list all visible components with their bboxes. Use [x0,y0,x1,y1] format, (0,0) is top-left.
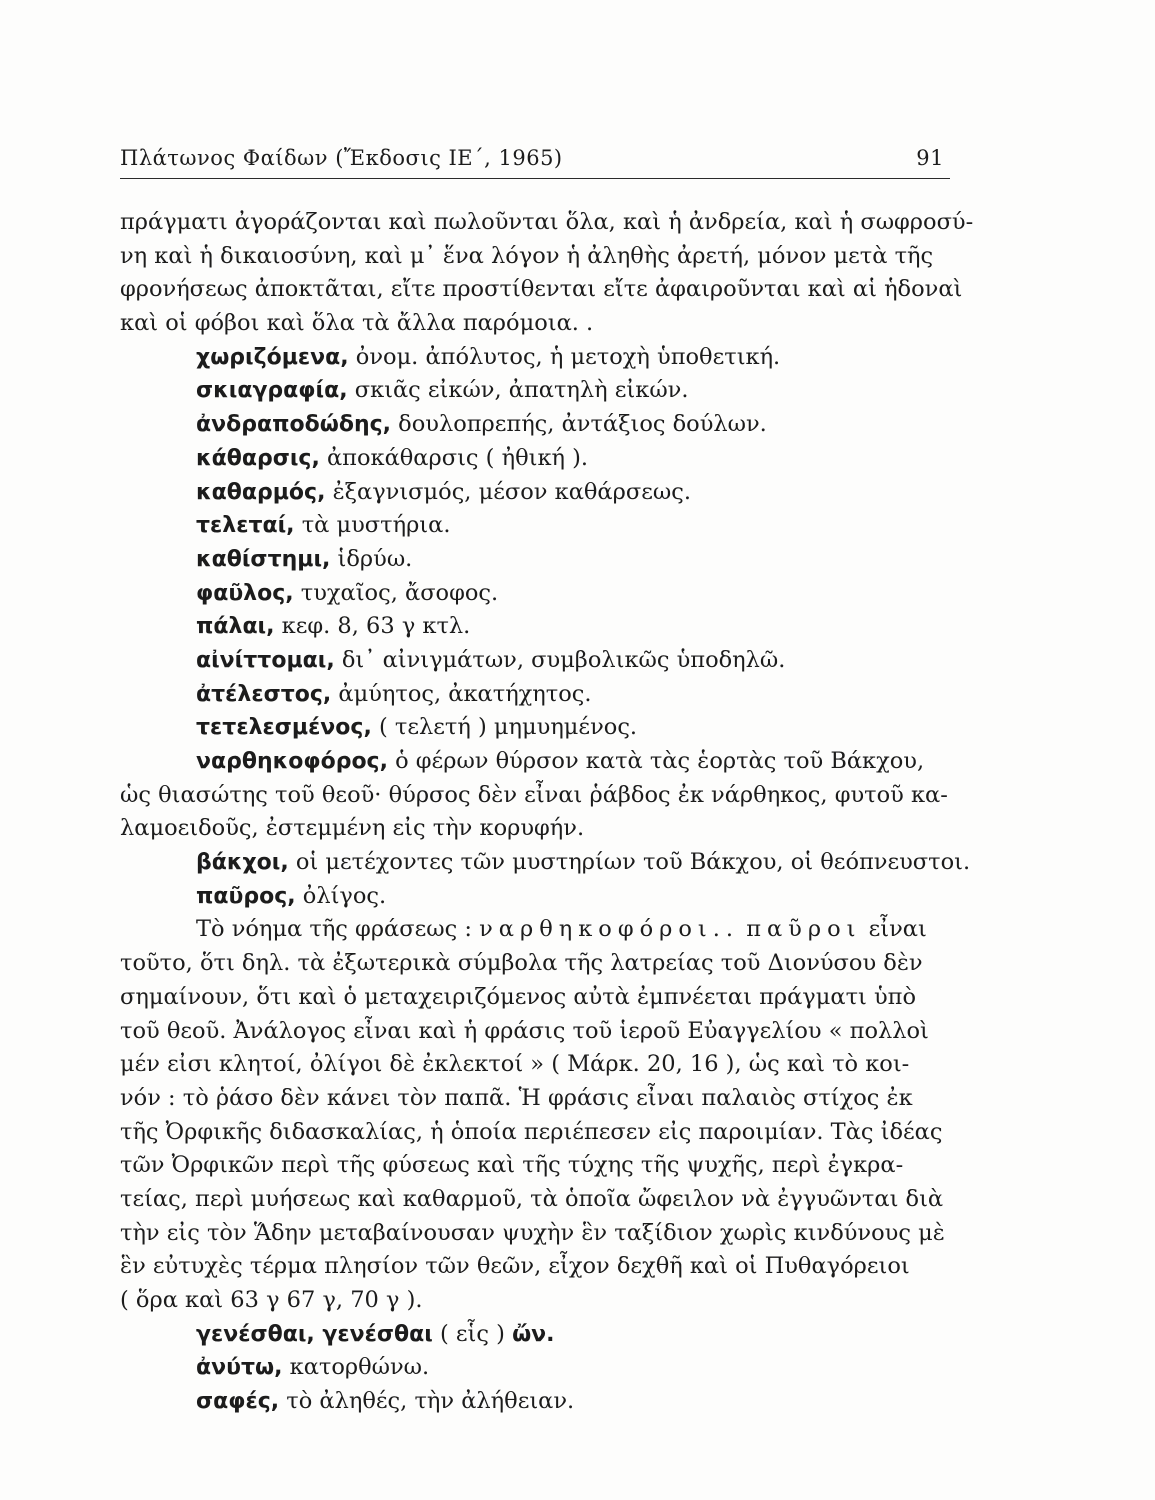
glossary-term: ναρθηκοφόρος, [196,749,388,774]
glossary-entry [120,1318,960,1352]
glossary-definition: ἐξαγνισμός, μέσον καθάρσεως. [325,478,691,505]
glossary-definition: ὀλίγος. [295,882,387,909]
glossary-term: ἀνύτω, [196,1355,283,1381]
glossary-definition: ἱδρύω. [330,545,413,572]
glossary-definition: δι᾽ αἰνιγμάτων, συμβολικῶς ὑποδηλῶ. [334,646,786,673]
glossary-definition: τὰ μυστήρια. [294,512,451,539]
glossary-entry [120,442,960,476]
glossary-term: τελεταί, [196,513,295,539]
glossary-entry [120,1351,960,1385]
glossary-entry [120,610,960,644]
glossary-term: αἰνίττομαι, [196,647,335,673]
spaced-quote: ναρθηκοφόροι.. [479,916,740,943]
glossary-definition: ὀνομ. ἀπόλυτος, ἡ μετοχὴ ὑποθετική. [348,343,781,370]
paragraph-line [120,913,960,947]
glossary-entry [120,745,960,779]
text-fragment: Τὸ νόημα τῆς φράσεως : [196,916,480,943]
glossary-term: φαῦλος, [196,580,294,606]
glossary-entry [120,476,960,510]
glossary-definition: κεφ. 8, 63 γ κτλ. [274,613,471,640]
glossary-definition: δουλοπρεπής, ἀντάξιος δούλων. [391,411,767,438]
text-line: λαμοειδοῦς, ἐστεμμένη εἰς τὴν κορυφήν. [120,815,585,842]
glossary-entry [120,577,960,611]
glossary-term: γενέσθαι, γενέσθαι [196,1321,433,1347]
glossary-entry [120,408,960,442]
text-line: τοῦ θεοῦ. Ἀνάλογος εἶναι καὶ ἡ φράσις τοῦ ἱεροῦ Εὐαγγελίου « πολλοὶ [120,1017,929,1044]
text-line: νη καὶ ἡ δικαιοσύνη, καὶ μ᾽ ἕνα λόγον ἡ ἀληθὴς ἀρετή, μόνον μετὰ τῆς [120,242,934,269]
glossary-entry [120,711,960,745]
text-line: τείας, περὶ μυήσεως καὶ καθαρμοῦ, τὰ ὁποῖα ὤφειλον νὰ ἐγγυῶνται διὰ [120,1185,944,1212]
glossary-term: τετελεσμένος, [196,715,372,741]
text-line: τὴν εἰς τὸν Ἅδην μεταβαίνουσαν ψυχὴν ἓν ταξίδιον χωρὶς κινδύνους μὲ [120,1219,945,1246]
glossary-entry [120,341,960,375]
page-body [120,206,974,1419]
glossary-term: πάλαι, [196,614,275,640]
glossary-entry [120,374,960,408]
glossary-term: κάθαρσις, [196,445,320,471]
header-title: Πλάτωνος Φαίδων (Ἔκδοσις ΙΕ΄, 1965) [120,146,563,170]
text-line: τοῦτο, ὅτι δηλ. τὰ ἐξωτερικὰ σύμβολα τῆς λατρείας τοῦ Διονύσου δὲν [120,950,923,977]
text-line: ( ὅρα καὶ 63 γ 67 γ, 70 γ ). [120,1287,423,1313]
glossary-term: ἀτέλεστος, [196,681,332,707]
glossary-term: σκιαγραφία, [196,378,348,404]
glossary-entry [120,509,960,543]
glossary-definition: ( τελετή ) μημυημένος. [371,714,638,741]
text-fragment: εἶναι [861,916,927,943]
glossary-definition: οἱ μετέχοντες τῶν μυστηρίων τοῦ Βάκχου, οἱ θεόπνευστοι. [288,849,971,876]
text-line: φρονήσεως ἀποκτᾶται, εἴτε προστίθενται εἴτε ἀφαιροῦνται καὶ αἱ ἡδοναὶ [120,276,963,303]
glossary-definition: ( εἷς ) [432,1320,513,1347]
text-line: ὡς θιασώτης τοῦ θεοῦ· θύρσος δὲν εἶναι ῥάβδος ἐκ νάρθηκος, φυτοῦ κα- [120,781,948,808]
glossary-entry [120,543,960,577]
glossary-term: παῦρος, [196,883,296,909]
glossary-entry [120,1385,960,1419]
glossary-definition: τὸ ἀληθές, τὴν ἀλήθειαν. [279,1388,575,1415]
glossary-entry [120,644,960,678]
glossary-term: σαφές, [196,1389,280,1415]
text-line: τῶν Ὀρφικῶν περὶ τῆς φύσεως καὶ τῆς τύχης τῆς ψυχῆς, περὶ ἐγκρα- [120,1152,904,1179]
glossary-term: χωριζόμενα, [196,344,349,370]
glossary-definition: τυχαῖος, ἄσοφος. [293,579,499,606]
text-line: σημαίνουν, ὅτι καὶ ὁ μεταχειριζόμενος αὐτὰ ἐμπνέεται πράγματι ὑπὸ [120,983,917,1010]
running-header [120,142,950,179]
glossary-term: βάκχοι, [196,850,289,876]
glossary-definition: κατορθώνω. [282,1354,430,1381]
text-line: πράγματι ἀγοράζονται καὶ πωλοῦνται ὅλα, καὶ ἡ ἀνδρεία, καὶ ἡ σωφροσύ- [120,209,974,235]
glossary-definition: ὁ φέρων θύρσον κατὰ τὰς ἑορτὰς τοῦ Βάκχου, [387,748,925,774]
glossary-term: ὤν. [512,1321,555,1347]
glossary-entry [120,678,960,712]
glossary-definition: ἀμύητος, ἀκατήχητος. [331,680,592,707]
text-line: νόν : τὸ ῥάσο δὲν κάνει τὸν παπᾶ. Ἡ φράσις εἶναι παλαιὸς στίχος ἐκ [120,1084,913,1111]
glossary-entry [120,880,960,914]
glossary-definition: ἀποκάθαρσις ( ἠθική ). [319,444,589,471]
glossary-term: καθαρμός, [196,479,326,505]
glossary-definition: σκιᾶς εἰκών, ἀπατηλὴ εἰκών. [347,377,689,404]
glossary-term: καθίστημι, [196,546,331,572]
text-line: μέν εἰσι κλητοί, ὀλίγοι δὲ ἐκλεκτοί » ( Μάρκ. 20, 16 ), ὡς καὶ τὸ κοι- [120,1051,910,1078]
spaced-quote: παῦροι [746,916,862,943]
text-line: τῆς Ὀρφικῆς διδασκαλίας, ἡ ὁποία περιέπεσεν εἰς παροιμίαν. Τὰς ἰδέας [120,1118,943,1145]
glossary-entry [120,846,971,880]
text-line: καὶ οἱ φόβοι καὶ ὅλα τὰ ἄλλα παρόμοια. . [120,310,594,337]
page-number: 91 [916,146,944,170]
glossary-term: ἀνδραποδώδης, [196,412,392,438]
text-line: ἓν εὐτυχὲς τέρμα πλησίον τῶν θεῶν, εἶχον δεχθῆ καὶ οἱ Πυθαγόρειοι [120,1253,910,1280]
